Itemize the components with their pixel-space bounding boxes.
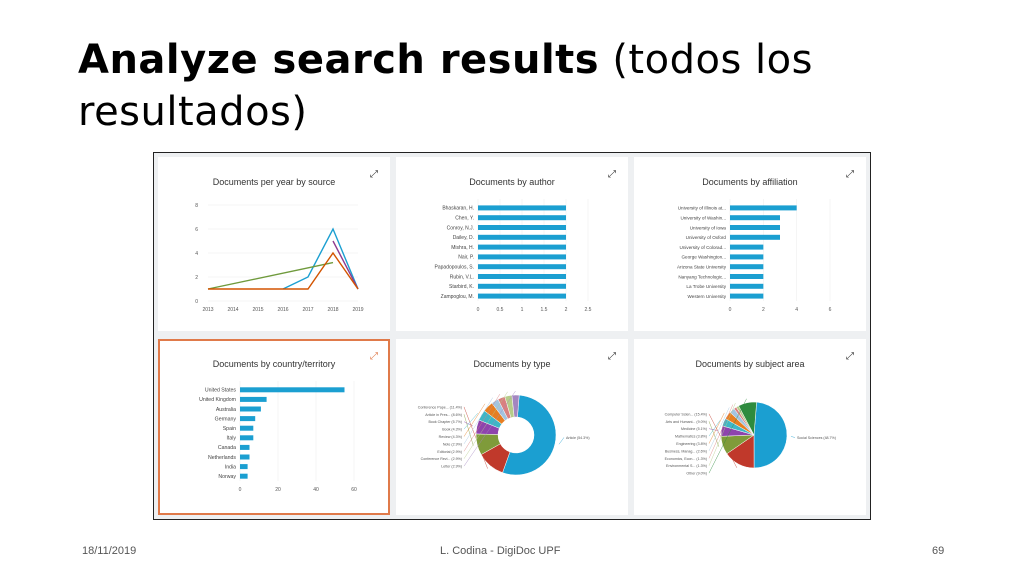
category-label: University of Washin... bbox=[680, 215, 726, 221]
category-label: Arizona State University bbox=[676, 264, 726, 270]
series-line bbox=[333, 241, 358, 289]
x-tick-label: 0 bbox=[728, 307, 732, 313]
bar bbox=[730, 235, 780, 240]
category-label: Nair, P. bbox=[458, 254, 474, 261]
category-label: Spain bbox=[222, 426, 236, 432]
x-tick-label: 0 bbox=[238, 487, 242, 493]
slice-label: Article (54.3%) bbox=[566, 436, 590, 440]
bar bbox=[730, 245, 763, 250]
panel-title: Documents per year by source bbox=[212, 177, 336, 187]
bar bbox=[478, 215, 566, 220]
category-label: India bbox=[224, 464, 236, 471]
x-tick-label: 40 bbox=[313, 487, 319, 493]
slice-label: Environmental S... (1.3%) bbox=[666, 464, 707, 469]
category-label: George Washington... bbox=[681, 254, 726, 260]
bar bbox=[478, 274, 566, 279]
bar bbox=[478, 235, 566, 240]
bar bbox=[478, 225, 566, 230]
category-label: University of Illinois at... bbox=[677, 205, 726, 211]
slice-label: Social Sciences (48.7%) bbox=[797, 436, 836, 440]
x-tick-label: 4 bbox=[795, 307, 799, 313]
expand-arrows-icon[interactable]: ⤢ bbox=[370, 169, 378, 180]
x-tick-label: 2018 bbox=[327, 307, 339, 313]
slice-label: Article in Pres... (8.6%) bbox=[425, 412, 462, 417]
label-leader-line bbox=[559, 438, 564, 445]
x-tick-label: 2014 bbox=[227, 307, 239, 313]
panel-documents-by-type bbox=[396, 339, 628, 515]
y-tick-label: 6 bbox=[195, 227, 198, 233]
slice-label: Book (4.3%) bbox=[442, 427, 462, 432]
x-tick-label: 2019 bbox=[352, 307, 364, 313]
category-label: Netherlands bbox=[208, 454, 236, 461]
bar bbox=[730, 274, 763, 279]
slice-label: Note (2.9%) bbox=[442, 442, 462, 447]
category-label: United Kingdom bbox=[199, 397, 236, 404]
bar bbox=[240, 445, 250, 450]
panel-title: Documents by type bbox=[473, 359, 551, 369]
bar bbox=[730, 205, 797, 210]
slice-label: Computer Scien... (15.4%) bbox=[664, 412, 707, 417]
x-tick-label: 0 bbox=[476, 307, 480, 313]
bar bbox=[730, 264, 763, 269]
panel-documents-by-country bbox=[158, 339, 390, 515]
bar bbox=[240, 416, 255, 421]
y-tick-label: 2 bbox=[195, 275, 198, 281]
series-line bbox=[208, 263, 333, 289]
y-tick-label: 8 bbox=[195, 203, 198, 209]
slice-label: Conference Revi... (2.9%) bbox=[420, 457, 462, 462]
slice-label: Book Chapter (5.7%) bbox=[428, 420, 462, 425]
expand-arrows-icon[interactable]: ⤢ bbox=[370, 351, 378, 362]
y-tick-label: 0 bbox=[195, 299, 198, 305]
expand-arrows-icon[interactable]: ⤢ bbox=[846, 351, 854, 362]
category-label: Chen, Y. bbox=[455, 215, 474, 222]
bar bbox=[730, 284, 763, 289]
y-tick-label: 4 bbox=[195, 251, 198, 257]
panel-title: Documents by author bbox=[469, 177, 555, 187]
x-tick-label: 2.5 bbox=[584, 307, 592, 313]
slide-title-rest: (todos los resultados) bbox=[78, 37, 813, 135]
category-label: Starbird, K. bbox=[448, 284, 474, 291]
bar bbox=[240, 455, 250, 460]
category-label: Rubin, V.L. bbox=[449, 274, 474, 281]
bar bbox=[478, 284, 566, 289]
footer-date: 18/11/2019 bbox=[82, 545, 137, 557]
bar bbox=[240, 426, 253, 431]
category-label: Mishra, H. bbox=[451, 244, 474, 251]
expand-arrows-icon[interactable]: ⤢ bbox=[608, 351, 616, 362]
slice-label: Economics, Econ... (1.3%) bbox=[664, 456, 707, 461]
category-label: Dailey, D. bbox=[452, 235, 474, 242]
x-tick-label: 20 bbox=[275, 487, 281, 493]
x-tick-label: 2015 bbox=[252, 307, 264, 313]
bar bbox=[240, 407, 261, 412]
label-leader-line bbox=[709, 421, 720, 437]
panel-title: Documents by country/territory bbox=[212, 359, 336, 369]
x-tick-label: 2016 bbox=[277, 307, 289, 313]
label-leader-line bbox=[791, 436, 795, 437]
slice-label: Editorial (2.9%) bbox=[437, 449, 462, 454]
category-label: Bhaskaran, H. bbox=[442, 205, 474, 212]
panel-documents-by-affiliation bbox=[634, 157, 866, 331]
x-tick-label: 2 bbox=[761, 307, 765, 313]
slice-label: Mathematics (3.8%) bbox=[675, 434, 707, 439]
bar bbox=[240, 474, 248, 479]
bar bbox=[478, 264, 566, 269]
bar bbox=[478, 294, 566, 299]
category-label: University of Oxford bbox=[685, 235, 726, 241]
series-line bbox=[283, 229, 358, 289]
category-label: University of Colorad... bbox=[679, 244, 726, 250]
panel-documents-by-subject bbox=[634, 339, 866, 515]
category-label: La Trobe University bbox=[686, 284, 726, 290]
expand-arrows-icon[interactable]: ⤢ bbox=[608, 169, 616, 180]
bar bbox=[240, 387, 345, 392]
bar bbox=[730, 254, 763, 259]
x-tick-label: 6 bbox=[828, 307, 832, 313]
panel-documents-per-year bbox=[158, 157, 390, 331]
slice-label: Review (4.3%) bbox=[438, 435, 462, 439]
pie-slice bbox=[754, 402, 787, 468]
x-tick-label: 1.5 bbox=[540, 307, 548, 313]
slice-label: Business, Manag... (2.6%) bbox=[664, 449, 707, 454]
bar bbox=[730, 215, 780, 220]
analysis-screenshot bbox=[153, 152, 871, 520]
bar bbox=[240, 464, 248, 469]
slice-label: Other (9.0%) bbox=[686, 471, 707, 476]
category-label: Norway bbox=[218, 474, 236, 480]
bar bbox=[730, 225, 780, 230]
category-label: Papadopoulos, S. bbox=[434, 264, 474, 271]
x-tick-label: 2017 bbox=[302, 307, 314, 313]
slice-label: Medicine (5.1%) bbox=[681, 427, 707, 432]
slice-label: Arts and Humani... (9.0%) bbox=[665, 419, 707, 424]
bar bbox=[240, 397, 267, 402]
category-label: Australia bbox=[215, 406, 236, 413]
slide-title-bold: Analyze search results bbox=[78, 37, 600, 83]
category-label: University of Iowa bbox=[689, 225, 726, 231]
footer-page-number: 69 bbox=[932, 545, 945, 557]
x-tick-label: 0.5 bbox=[496, 307, 504, 313]
bar bbox=[240, 435, 253, 440]
panel-documents-by-author bbox=[396, 157, 628, 331]
category-label: Western University bbox=[687, 293, 726, 299]
x-tick-label: 1 bbox=[520, 307, 524, 313]
panel-title: Documents by affiliation bbox=[702, 177, 798, 187]
slice-label: Letter (2.9%) bbox=[441, 464, 462, 469]
category-label: Germany bbox=[214, 416, 236, 423]
category-label: Italy bbox=[226, 435, 236, 442]
category-label: Zampoglou, M. bbox=[440, 293, 474, 300]
slice-label: Conference Pape... (11.4%) bbox=[417, 405, 462, 410]
bar bbox=[478, 245, 566, 250]
slice-label: Engineering (3.8%) bbox=[676, 442, 707, 446]
panel-title: Documents by subject area bbox=[695, 359, 805, 369]
category-label: Nanyang Technologic... bbox=[678, 274, 726, 280]
bar bbox=[478, 205, 566, 210]
category-label: United States bbox=[204, 387, 236, 394]
footer-center: L. Codina - DigiDoc UPF bbox=[440, 545, 561, 557]
bar bbox=[730, 294, 763, 299]
x-tick-label: 2013 bbox=[202, 307, 214, 313]
x-tick-label: 2 bbox=[564, 307, 568, 313]
bar bbox=[478, 254, 566, 259]
category-label: Conroy, N.J. bbox=[446, 225, 474, 232]
slide-title bbox=[78, 34, 978, 138]
x-tick-label: 60 bbox=[351, 487, 357, 493]
expand-arrows-icon[interactable]: ⤢ bbox=[846, 169, 854, 180]
category-label: Canada bbox=[217, 445, 236, 452]
